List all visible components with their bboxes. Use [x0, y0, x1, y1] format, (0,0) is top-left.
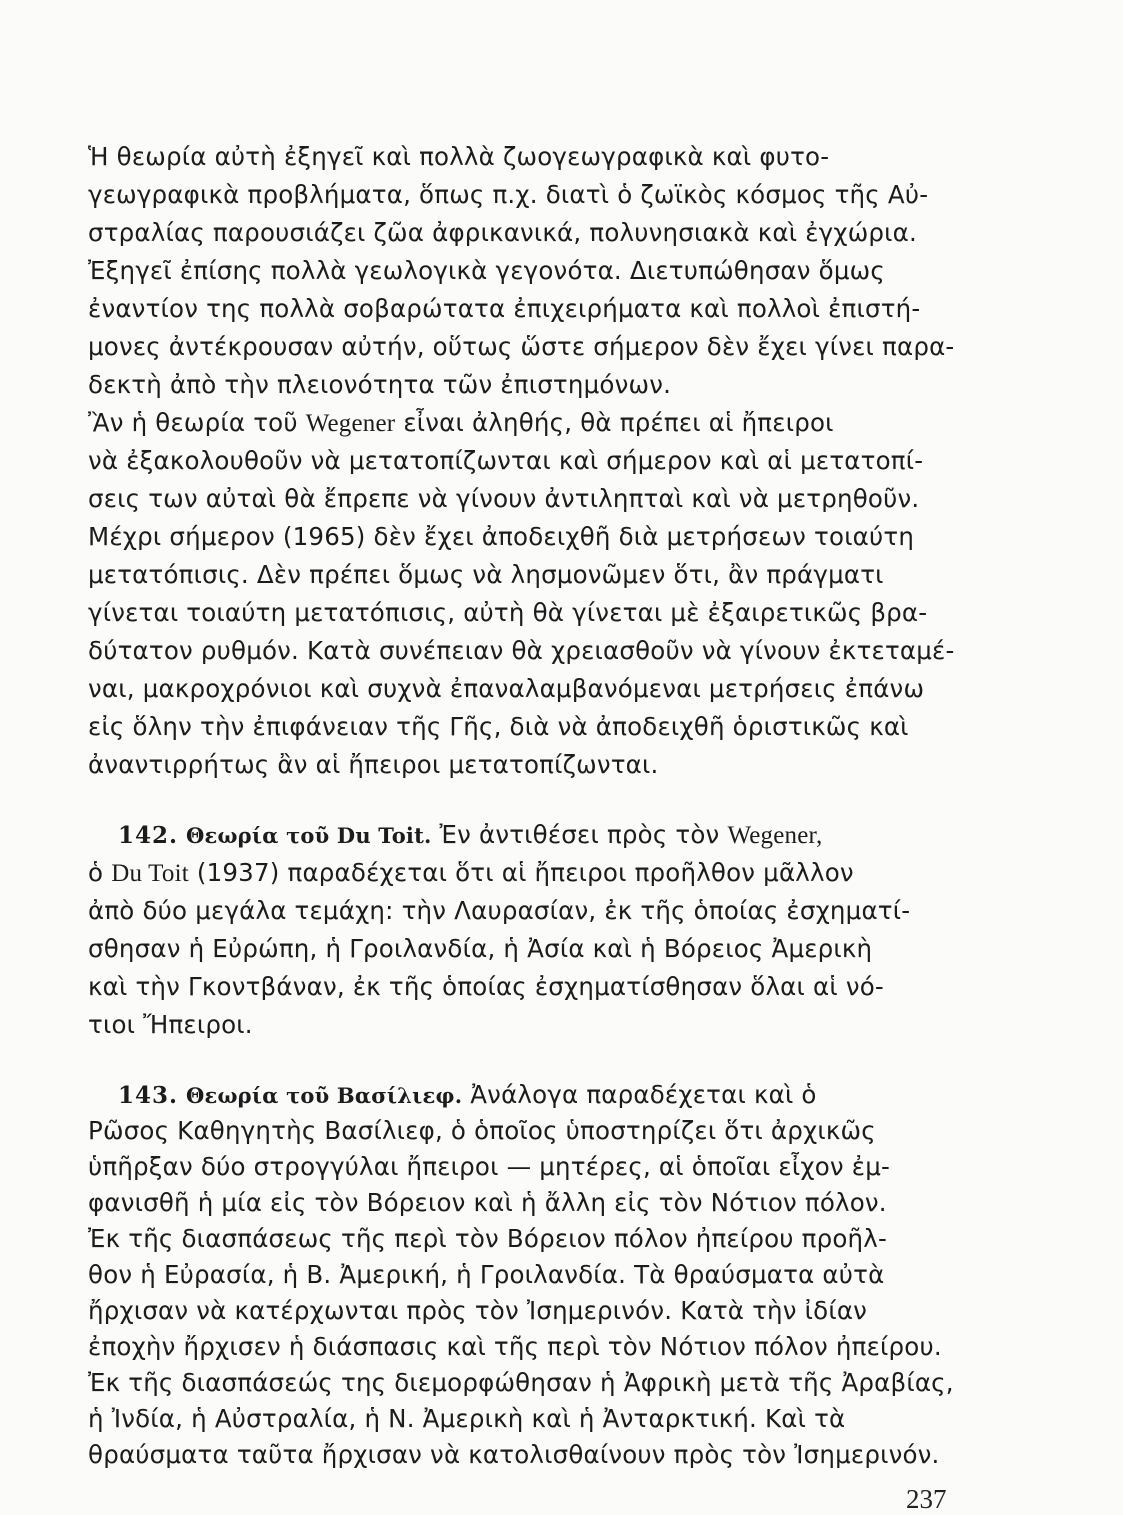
- paragraph-line: θον ἡ Εὐρασία, ἡ Β. Ἀμερική, ἡ Γροιλανδία. Τὰ θραύσματα αὐτὰ: [88, 1260, 885, 1289]
- paragraph-line: Ἡ θεωρία αὐτὴ ἐξηγεῖ καὶ πολλὰ ζωογεωγραφικὰ καὶ φυτο-: [88, 142, 830, 171]
- paragraph-line: ὑπῆρξαν δύο στρογγύλαι ἤπειροι — μητέρες, αἱ ὁποῖαι εἶχον ἐμ-: [88, 1152, 891, 1181]
- paragraph-line: μετατόπισις. Δὲν πρέπει ὅμως νὰ λησμονῶμεν ὅτι, ἂν πράγματι: [88, 560, 884, 589]
- paragraph-line: στραλίας παρουσιάζει ζῶα ἀφρικανικά, πολυνησιακὰ καὶ ἐγχώρια.: [88, 218, 918, 247]
- paragraph-line: Ἐξηγεῖ ἐπίσης πολλὰ γεωλογικὰ γεγονότα. Διετυπώθησαν ὅμως: [88, 256, 885, 285]
- page-number: 237: [906, 1484, 947, 1514]
- text-segment: Ἀνάλογα παραδέχεται καὶ ὁ: [462, 1080, 817, 1109]
- paragraph-line: ἤρχισαν νὰ κατέρχωνται πρὸς τὸν Ἰσημερινόν. Κατὰ τὴν ἰδίαν: [88, 1296, 868, 1325]
- text-segment: ὁ: [88, 858, 112, 887]
- paragraph-line: [88, 858, 948, 889]
- paragraph-line: ἀπὸ δύο μεγάλα τεμάχη: τὴν Λαυρασίαν, ἐκ τῆς ὁποίας ἐσχηματί-: [88, 896, 911, 925]
- paragraph-line: Ἐκ τῆς διασπάσεώς της διεμορφώθησαν ἡ Ἀφρικὴ μετὰ τῆς Ἀραβίας,: [88, 1368, 954, 1397]
- paragraph-line: σεις των αὐταὶ θὰ ἔπρεπε νὰ γίνουν ἀντιληπταὶ καὶ νὰ μετρηθοῦν.: [88, 484, 920, 513]
- text-segment: Ἐν ἀντιθέσει πρὸς τὸν: [431, 820, 728, 849]
- paragraph-line: ἐποχὴν ἤρχισεν ἡ διάσπασις καὶ τῆς περὶ τὸν Νότιον πόλον ἠπείρου.: [88, 1332, 942, 1361]
- paragraph-line: θραύσματα ταῦτα ἤρχισαν νὰ κατολισθαίνουν πρὸς τὸν Ἰσημερινόν.: [88, 1440, 940, 1469]
- section-number: 142.: [118, 822, 179, 849]
- paragraph-line: δύτατον ρυθμόν. Κατὰ συνέπειαν θὰ χρειασθοῦν νὰ γίνουν ἐκτεταμέ-: [88, 636, 955, 665]
- paragraph-line: γίνεται τοιαύτη μετατόπισις, αὐτὴ θὰ γίνεται μὲ ἐξαιρετικῶς βρα-: [88, 598, 928, 627]
- paragraph-line: ἀναντιρρήτως ἂν αἱ ἤπειροι μετατοπίζωνται.: [88, 750, 659, 779]
- paragraph-line: δεκτὴ ἀπὸ τὴν πλειονότητα τῶν ἐπιστημόνων.: [88, 370, 672, 399]
- section-title: Θεωρία τοῦ Du Toit.: [186, 823, 432, 848]
- paragraph-line: γεωγραφικὰ προβλήματα, ὅπως π.χ. διατὶ ὁ ζωϊκὸς κόσμος τῆς Αὐ-: [88, 180, 929, 209]
- paragraph-line: Ἐκ τῆς διασπάσεως τῆς περὶ τὸν Βόρειον πόλον ἠπείρου προῆλ-: [88, 1224, 888, 1253]
- text-segment: Ἂν ἡ θεωρία τοῦ: [88, 408, 306, 437]
- paragraph-line: [88, 408, 948, 439]
- section-title: Θεωρία τοῦ Βασίλιεφ.: [186, 1083, 463, 1108]
- paragraph-line: φανισθῆ ἡ μία εἰς τὸν Βόρειον καὶ ἡ ἄλλη εἰς τὸν Νότιον πόλον.: [88, 1188, 887, 1217]
- section-number: 143.: [118, 1082, 179, 1109]
- author-name: Du Toit: [111, 860, 189, 887]
- text-segment: εἶναι ἀληθής, θὰ πρέπει αἱ ἤπειροι: [395, 408, 834, 437]
- paragraph-line: καὶ τὴν Γκοντβάναν, ἐκ τῆς ὁποίας ἐσχηματίσθησαν ὅλαι αἱ νό-: [88, 972, 884, 1001]
- paragraph-line: σθησαν ἡ Εὐρώπη, ἡ Γροιλανδία, ἡ Ἀσία καὶ ἡ Βόρειος Ἀμερικὴ: [88, 934, 873, 963]
- paragraph-line: ἡ Ἰνδία, ἡ Αὐστραλία, ἡ Ν. Ἀμερικὴ καὶ ἡ Ἀνταρκτική. Καὶ τὰ: [88, 1404, 846, 1433]
- section-heading-line: [118, 820, 978, 851]
- paragraph-line: Ρῶσος Καθηγητὴς Βασίλιεφ, ὁ ὁποῖος ὑποστηρίζει ὅτι ἀρχικῶς: [88, 1116, 876, 1145]
- paragraph-line: νὰ ἐξακολουθοῦν νὰ μετατοπίζωνται καὶ σήμερον καὶ αἱ μετατοπί-: [88, 446, 924, 475]
- paragraph-line: Μέχρι σήμερον (1965) δὲν ἔχει ἀποδειχθῆ διὰ μετρήσεων τοιαύτη: [88, 522, 915, 551]
- section-heading-line: [118, 1080, 978, 1111]
- paragraph-line: εἰς ὅλην τὴν ἐπιφάνειαν τῆς Γῆς, διὰ νὰ ἀποδειχθῆ ὁριστικῶς καὶ: [88, 712, 909, 741]
- text-segment: (1937) παραδέχεται ὅτι αἱ ἤπειροι προῆλθον μᾶλλον: [188, 858, 854, 887]
- paragraph-line: ἐναντίον της πολλὰ σοβαρώτατα ἐπιχειρήματα καὶ πολλοὶ ἐπιστή-: [88, 294, 921, 323]
- paragraph-line: τιοι Ἤπειροι.: [88, 1010, 253, 1039]
- paragraph-line: μονες ἀντέκρουσαν αὐτήν, οὕτως ὥστε σήμερον δὲν ἔχει γίνει παρα-: [88, 332, 955, 361]
- paragraph-line: ναι, μακροχρόνιοι καὶ συχνὰ ἐπαναλαμβανόμεναι μετρήσεις ἐπάνω: [88, 674, 925, 703]
- author-name: Wegener: [305, 410, 396, 437]
- author-name: Wegener,: [727, 822, 823, 849]
